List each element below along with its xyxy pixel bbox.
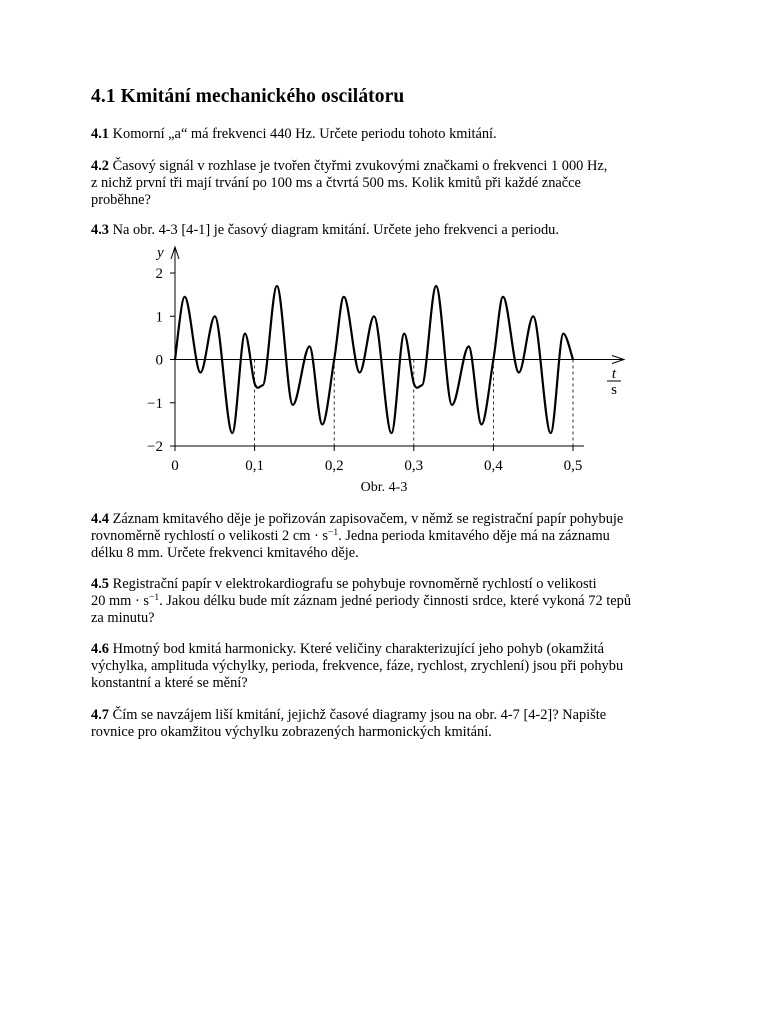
figure-caption: Obr. 4-3	[360, 480, 408, 495]
problem-4-7	[91, 707, 691, 741]
problem-4-6	[91, 641, 691, 692]
problem-text: rovnice pro okamžitou výchylku zobrazených harmonických kmitání.	[91, 724, 492, 740]
y-tick-label: −1	[147, 395, 163, 412]
problem-text: . Jakou délku bude mít záznam jedné periody činnosti srdce, které vykoná 72 tepů	[159, 593, 632, 609]
problem-text: Komorní „a“ má frekvenci 440 Hz. Určete periodu tohoto kmitání.	[112, 126, 497, 142]
problem-number: 4.3	[91, 222, 109, 238]
section-title: 4.1 Kmitání mechanického oscilátoru	[91, 86, 405, 107]
problem-text: rovnoměrně rychlostí o velikosti 2 cm · s	[91, 528, 329, 544]
y-tick-label: 2	[155, 266, 163, 282]
problem-text: proběhne?	[91, 192, 151, 208]
problem-text: Registrační papír v elektrokardiografu se pohybuje rovnoměrně rychlostí o velikosti	[112, 576, 597, 592]
problem-4-5	[91, 576, 691, 627]
problem-text: za minutu?	[91, 610, 155, 626]
problem-text: Čím se navzájem liší kmitání, jejichž časové diagramy jsou na obr. 4-7 [4-2]? Napište	[112, 707, 607, 723]
superscript: −1	[148, 593, 160, 603]
problem-number: 4.2	[91, 158, 109, 174]
superscript: −1	[328, 528, 339, 538]
problem-number: 4.4	[91, 511, 109, 527]
y-axis-label: y	[157, 245, 164, 261]
problem-text: konstantní a které se mění?	[91, 675, 248, 691]
problem-text: . Jedna perioda kmitavého děje má na záznamu	[338, 528, 610, 544]
problem-text: výchylka, amplituda výchylky, perioda, frekvence, fáze, rychlost, zrychlení) jsou při pohybu	[91, 658, 624, 674]
problem-number: 4.1	[91, 126, 109, 142]
x-axis-label-numerator: t	[611, 366, 617, 382]
problem-number: 4.7	[91, 707, 109, 723]
x-tick-label: 0	[171, 458, 179, 474]
y-tick-label: 1	[155, 309, 163, 326]
x-tick-label: 0,3	[404, 458, 424, 474]
y-tick-label: 0	[155, 352, 163, 369]
problem-text: 20 mm · s	[91, 593, 149, 609]
problem-text: z nichž první tři mají trvání po 100 ms a čtvrtá 500 ms. Kolik kmitů při každé značce	[91, 175, 581, 191]
x-tick-label: 0,2	[324, 458, 344, 474]
problem-number: 4.6	[91, 641, 109, 657]
x-tick-label: 0,4	[484, 458, 503, 474]
problem-number: 4.5	[91, 576, 109, 592]
y-tick-label: −2	[147, 439, 163, 455]
problem-text: Časový signál v rozhlase je tvořen čtyřmi zvukovými značkami o frekvenci 1 000 Hz,	[112, 158, 608, 174]
x-tick-label: 0,5	[563, 458, 583, 474]
problem-text: Hmotný bod kmitá harmonicky. Které veličiny charakterizující jeho pohyb (okamžitá	[112, 641, 604, 657]
problem-text: délku 8 mm. Určete frekvenci kmitavého děje.	[91, 545, 359, 561]
x-tick-label: 0,1	[245, 458, 264, 474]
problem-text: Na obr. 4-3 [4-1] je časový diagram kmitání. Určete jeho frekvenci a periodu.	[112, 222, 559, 238]
x-axis-label-denominator: s	[611, 382, 617, 398]
problem-text: Záznam kmitavého děje je pořizován zapisovačem, v němž se registrační papír pohybuje	[112, 511, 624, 527]
problem-4-4	[91, 511, 691, 562]
